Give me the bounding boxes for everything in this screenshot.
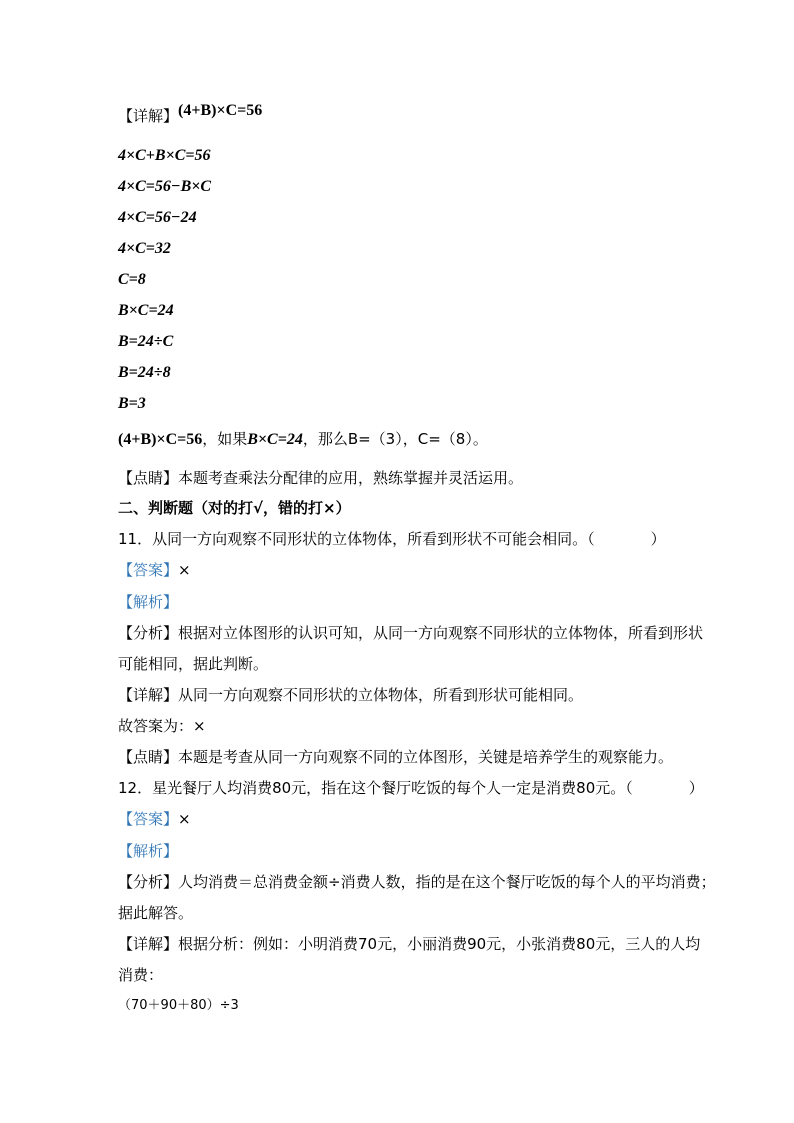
equation-3: 4×C=56−B×C <box>118 178 212 195</box>
q12-detail-line-2: 消费： <box>118 966 164 984</box>
question-11-text: 11．从同一方向观察不同形状的立体物体，所看到形状不可能会相同。（ <box>118 530 595 548</box>
detail-header <box>118 102 263 127</box>
question-12 <box>118 778 704 798</box>
q12-answer <box>118 809 191 829</box>
q11-answer <box>118 560 191 580</box>
equation-8: B=24÷C <box>118 333 174 350</box>
q12-analysis-line-1: 【分析】人均消费＝总消费金额÷消费人数，指的是在这个餐厅吃饭的每个人的平均消费； <box>118 873 716 891</box>
q11-answer-value: × <box>178 561 191 579</box>
q12-answer-label: 【答案】 <box>118 810 179 828</box>
equation-1: (4+B)×C=56 <box>178 102 263 119</box>
conclusion-mid: ，如果 <box>202 430 248 448</box>
q11-analysis-line-1: 【分析】根据对立体图形的认识可知，从同一方向观察不同形状的立体物体，所看到形状 <box>118 624 704 642</box>
q11-comment: 【点睛】本题是考查从同一方向观察不同的立体图形，关键是培养学生的观察能力。 <box>118 748 674 766</box>
equation-5: 4×C=32 <box>118 240 171 257</box>
q12-analysis-line-2: 据此解答。 <box>118 904 194 922</box>
section-title: 二、判断题（对的打√，错的打×） <box>118 499 351 517</box>
equation-4: 4×C=56−24 <box>118 209 197 226</box>
equation-9: B=24÷8 <box>118 364 171 381</box>
question-12-close: ） <box>688 779 704 797</box>
equation-2: 4×C+B×C=56 <box>118 147 211 164</box>
conclusion-expr-1: (4+B)×C=56 <box>118 431 203 448</box>
conclusion-line <box>118 429 488 450</box>
q11-analysis-line-2: 可能相同，据此判断。 <box>118 655 269 673</box>
conclusion-expr-2: B×C=24 <box>247 431 303 448</box>
equation-6: C=8 <box>118 271 146 288</box>
detail-label: 【详解】 <box>118 107 179 125</box>
q12-detail-line-1: 【详解】根据分析：例如：小明消费70元，小丽消费90元，小张消费80元，三人的人均 <box>118 935 701 953</box>
comment-1: 【点睛】本题考查乘法分配律的应用，熟练掌握并灵活运用。 <box>118 469 524 487</box>
q11-detail: 【详解】从同一方向观察不同形状的立体物体，所看到形状可能相同。 <box>118 686 584 704</box>
conclusion-tail: ，那么B=（3），C=（8）。 <box>302 430 488 448</box>
equation-10: B=3 <box>118 395 146 412</box>
q12-calc: （70＋90＋80）÷3 <box>118 998 239 1013</box>
question-11 <box>118 529 666 549</box>
q11-analysis-label: 【解析】 <box>118 593 179 611</box>
question-12-text: 12．星光餐厅人均消费80元，指在这个餐厅吃饭的每个人一定是消费80元。（ <box>118 779 633 797</box>
q12-answer-value: × <box>178 810 191 828</box>
question-11-close: ） <box>650 530 666 548</box>
q11-result: 故答案为：× <box>118 717 206 735</box>
equation-7: B×C=24 <box>118 302 174 319</box>
q11-answer-label: 【答案】 <box>118 561 179 579</box>
q12-analysis-label: 【解析】 <box>118 842 179 860</box>
